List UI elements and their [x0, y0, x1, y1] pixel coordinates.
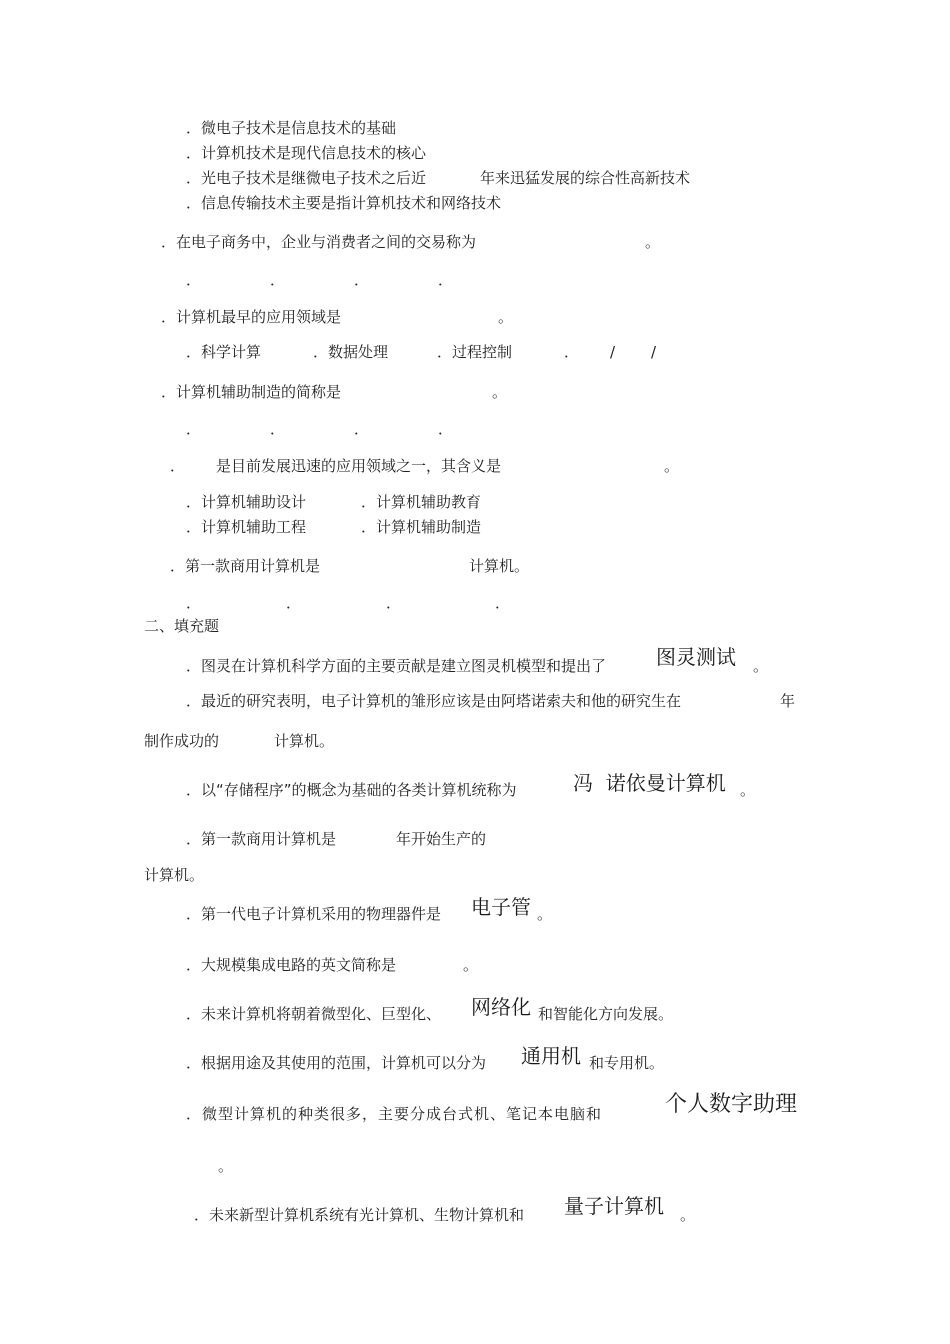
question-app-end: 。: [664, 457, 680, 475]
option-dot: ．: [354, 271, 370, 289]
fill-first-commercial-line2: 计算机。: [144, 866, 205, 884]
fill-first-gen-end: 。: [537, 905, 553, 923]
question-first-commercial-tail: 计算机。: [469, 557, 530, 575]
fill-new-computers-end: 。: [680, 1206, 696, 1224]
option-c: ．光电子技术是继微电子技术之后近: [186, 169, 427, 187]
fill-first-gen-answer: 电子管: [471, 895, 531, 919]
fill-turing-question: ．图灵在计算机科学方面的主要贡献是建立图灵机模型和提出了: [186, 657, 607, 675]
fill-first-gen-question: ．第一代电子计算机采用的物理器件是: [186, 905, 442, 923]
question-earliest-application: ．计算机最早的应用领域是: [161, 308, 342, 326]
fill-future-trend-answer: 网络化: [471, 995, 531, 1019]
fill-lsi-end: 。: [463, 956, 479, 974]
option-dot: ．: [270, 271, 286, 289]
option-dot: ．: [438, 420, 454, 438]
option-dot: ．: [438, 271, 454, 289]
option-dot: ．: [564, 343, 580, 361]
fill-turing-end: 。: [753, 657, 769, 675]
option-b: ．计算机技术是现代信息技术的核心: [186, 144, 427, 162]
question-ecommerce-end: 。: [645, 233, 661, 251]
option-d: ．信息传输技术主要是指计算机技术和网络技术: [186, 194, 502, 212]
fill-von-neumann-question: ．以“存储程序”的概念为基础的各类计算机统称为: [186, 781, 517, 799]
option-cam: ．计算机辅助制造: [361, 518, 482, 536]
question-ecommerce: ．在电子商务中，企业与消费者之间的交易称为: [161, 233, 477, 251]
option-scientific-computing: ．科学计算: [186, 343, 262, 361]
fill-usage-question: ．根据用途及其使用的范围，计算机可以分为: [186, 1054, 487, 1072]
option-c-continued: 年来迅猛发展的综合性高新技术: [480, 169, 691, 187]
option-dot: ．: [186, 594, 202, 612]
question-cam: ．计算机辅助制造的简称是: [161, 383, 342, 401]
question-app: 是目前发展迅速的应用领域之一，其含义是: [216, 457, 502, 475]
fill-micro-types-end: 。: [218, 1157, 234, 1175]
fill-future-trend-question: ．未来计算机将朝着微型化、巨型化、: [186, 1005, 442, 1023]
question-earliest-end: 。: [498, 308, 514, 326]
fill-first-commercial-mid: 年开始生产的: [396, 830, 487, 848]
option-process-control: ．过程控制: [437, 343, 513, 361]
question-first-commercial: ．第一款商用计算机是: [170, 557, 321, 575]
option-dot: ．: [186, 420, 202, 438]
option-cae: ．计算机辅助工程: [186, 518, 307, 536]
question-app-lead: ．: [170, 457, 186, 475]
fill-turing-answer: 图灵测试: [656, 645, 736, 669]
option-dot: ．: [354, 420, 370, 438]
fill-von-neumann-answer: 冯 诺依曼计算机: [573, 771, 726, 795]
option-dot: ．: [286, 594, 302, 612]
fill-atanasoff-question: ．最近的研究表明，电子计算机的雏形应该是由阿塔诺索夫和他的研究生在: [186, 692, 682, 710]
fill-micro-types-answer: 个人数字助理: [665, 1092, 798, 1117]
option-dot: ．: [270, 420, 286, 438]
fill-future-trend-tail: 和智能化方向发展。: [538, 1005, 674, 1023]
fill-atanasoff-line2-tail: 计算机。: [274, 732, 335, 750]
option-cai: ．计算机辅助教育: [361, 493, 482, 511]
option-dot: ．: [186, 271, 202, 289]
section-title-fill-in: 二、填充题: [144, 617, 220, 635]
question-cam-end: 。: [492, 383, 508, 401]
option-a: ．微电子技术是信息技术的基础: [186, 119, 397, 137]
fill-lsi-question: ．大规模集成电路的英文简称是: [186, 956, 397, 974]
option-dot: ．: [386, 594, 402, 612]
option-dot: ．: [495, 594, 511, 612]
option-slash: /: [610, 343, 616, 361]
fill-atanasoff-line2: 制作成功的: [144, 732, 220, 750]
fill-new-computers-answer: 量子计算机: [564, 1194, 664, 1218]
fill-new-computers-question: ．未来新型计算机系统有光计算机、生物计算机和: [194, 1206, 525, 1224]
fill-first-commercial-question: ．第一款商用计算机是: [186, 830, 337, 848]
fill-atanasoff-year: 年: [780, 692, 796, 710]
option-data-processing: ．数据处理: [313, 343, 389, 361]
option-slash: /: [651, 343, 657, 361]
fill-von-neumann-end: 。: [740, 781, 756, 799]
fill-micro-types-question: ．微型计算机的种类很多，主要分成台式机、笔记本电脑和: [186, 1105, 603, 1123]
option-cad: ．计算机辅助设计: [186, 493, 307, 511]
fill-usage-answer: 通用机: [521, 1044, 581, 1068]
fill-usage-tail: 和专用机。: [589, 1054, 665, 1072]
